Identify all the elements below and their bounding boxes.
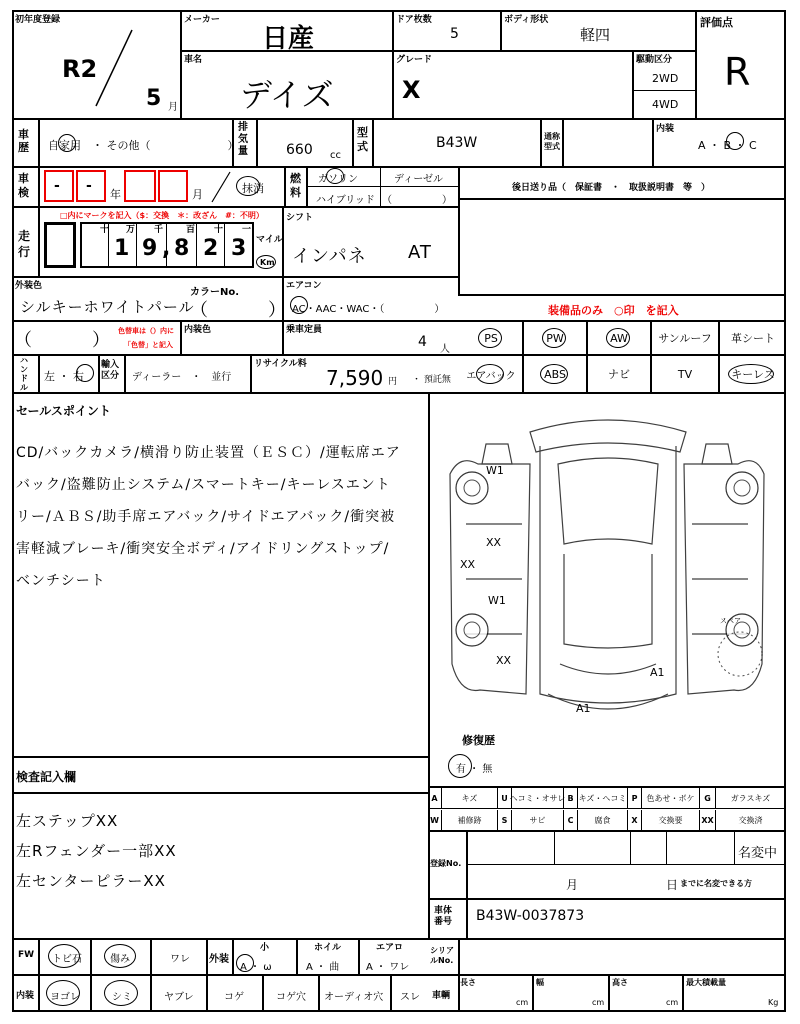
equip-aw: AW (610, 331, 628, 345)
legend-cell: S (498, 810, 512, 830)
handle-circle (76, 364, 94, 382)
insp-slash (206, 170, 236, 204)
sales-line: バック/盗難防止システム/スマートキー/キーレスエント (16, 477, 391, 493)
fw-item: トビ石 (52, 954, 82, 965)
mileage-digit: 9 (142, 236, 158, 261)
fw-item: ワレ (170, 954, 190, 965)
ext-label: 外装 (209, 954, 229, 965)
legend-cell: キズ (442, 788, 498, 808)
inspection-label: 車検 (18, 172, 29, 199)
wheel-label: ホイル (314, 943, 342, 953)
color-no-label: カラーNo. (190, 287, 240, 298)
damage-mark: XX (496, 654, 512, 667)
capacity-value: 4 (418, 334, 427, 350)
unit-man: 万 (126, 225, 136, 235)
wheel-value: A ・ 曲 (306, 962, 340, 973)
interior-value: A ・ B ・ C (698, 139, 757, 152)
equip-abs: ABS (544, 367, 566, 381)
legend-cell: サビ (512, 810, 564, 830)
legend-cell: 交換要 (642, 810, 700, 830)
drive-label: 駆動区分 (636, 55, 673, 65)
aircon-label: エアコン (286, 281, 322, 291)
equip-aw-circle (606, 328, 630, 348)
int-label: 内装 (16, 991, 35, 1001)
width-label: 幅 (536, 978, 544, 987)
equip-ps: PS (484, 331, 498, 345)
first-reg-month-unit: 月 (168, 102, 178, 113)
legend-cell: G (700, 788, 716, 808)
height-unit: cm (666, 998, 679, 1007)
recycle-label: リサイクル料 (254, 359, 307, 369)
sales-line: ベンチシート (16, 573, 106, 589)
legend-cell: 色あせ・ボケ (642, 788, 700, 808)
interior-circle (726, 132, 744, 150)
legend-cell: U (498, 788, 512, 808)
legend-cell: A (428, 788, 442, 808)
maker-label: メーカー (184, 15, 220, 25)
doors-value: 5 (450, 26, 459, 42)
spare-label: スペア (720, 617, 741, 625)
first-reg-slash (90, 28, 140, 108)
color-paren-open: （ (190, 300, 209, 321)
small-circle (236, 954, 254, 972)
equip-sunroof: サンルーフ (658, 332, 712, 345)
legend-cell: XX (700, 810, 716, 830)
common-model-label: 通称型式 (544, 132, 560, 151)
equip-ps-circle (478, 328, 502, 348)
disp-unit: cc (330, 150, 341, 161)
capacity-label: 乗車定員 (286, 325, 323, 335)
grade-value: X (402, 76, 421, 104)
mileage-digit: 8 (174, 236, 190, 261)
fuel-gasoline: ガソリン (318, 174, 358, 185)
import-value: ディーラー ・ 並行 (132, 372, 232, 383)
car-diagram (430, 394, 784, 724)
small-label: 小 (260, 943, 270, 953)
interior-label: 内装 (656, 124, 675, 134)
mileage-note: □内にマークを記入（$：交換 ＊：改ざん #：不明） (60, 211, 264, 220)
int-item-circle (104, 980, 138, 1006)
name-value: デイズ (240, 76, 334, 114)
equipment-title: 装備品のみ ○印 を記入 (548, 304, 679, 317)
fw-item: 傷み (110, 954, 130, 965)
first-reg-label: 初年度登録 (15, 15, 61, 25)
shift-at: AT (408, 242, 432, 263)
insp-month: 月 (192, 188, 203, 201)
inspection-note: 左ステップXX (16, 812, 119, 830)
load-unit: Kg (768, 998, 779, 1007)
fw-item-circle (104, 944, 136, 968)
sales-text (16, 442, 426, 602)
int-color-label: 内装色 (184, 325, 212, 335)
load-label: 最大積載量 (686, 978, 726, 987)
insp-dash-1: - (54, 178, 60, 194)
change-note-1: 色替車は（）内に (118, 327, 174, 335)
repair-title: 修復歴 (462, 734, 495, 747)
insp-box-3 (124, 170, 156, 202)
repair-value: 有 ・ 無 (456, 764, 493, 775)
repair-circle (448, 754, 472, 778)
body-value: 軽四 (580, 26, 611, 44)
legend-cell: キズ・ヘコミ (578, 788, 628, 808)
unit-ichi: 一 (242, 225, 252, 235)
legend-cell: B (564, 788, 578, 808)
legend-cell: W (428, 810, 442, 830)
first-reg-era: R2 (62, 55, 98, 83)
damage-mark: A1 (650, 666, 665, 679)
handle-label: ハンドル (20, 356, 28, 392)
equip-airbag: エアバック (466, 370, 516, 382)
import-label: 輸入区分 (101, 360, 120, 381)
recycle-deposit: ・ 預託無 (412, 375, 451, 385)
insp-year: 年 (110, 188, 121, 201)
shift-label: シフト (286, 213, 314, 223)
width-unit: cm (592, 998, 605, 1007)
mileage-digit: 3 (231, 236, 247, 261)
score-value: R (724, 50, 751, 94)
mileage-label: 走行 (18, 229, 31, 259)
equip-abs-circle (540, 364, 568, 384)
doors-label: ドア枚数 (396, 15, 432, 25)
grade-label: グレード (396, 55, 433, 65)
first-reg-month: 5 (146, 86, 162, 111)
small-value: A ・ ω (240, 962, 272, 973)
chassis-label: 車体番号 (434, 906, 453, 927)
mileage-mile: マイル (256, 235, 283, 245)
int-item: ヤブレ (164, 992, 194, 1003)
change-paren-close: ） (92, 330, 111, 351)
ext-color-label: 外装色 (15, 281, 43, 291)
legend-cell: ヘコミ・オサレ (512, 788, 564, 808)
drive-4wd: 4WD (652, 98, 679, 111)
insp-none-circle (236, 176, 260, 196)
equip-tv: TV (677, 367, 693, 381)
int-item: スレ (400, 992, 420, 1003)
unit-jyu: 十 (214, 225, 224, 235)
capacity-unit: 人 (440, 344, 450, 355)
aircon-circle (290, 296, 308, 314)
insp-none: 抹消 (242, 182, 264, 195)
damage-mark: A1 (576, 702, 591, 715)
insp-dash-2: - (86, 178, 92, 194)
color-paren-close: ） (268, 300, 287, 321)
mileage-km-circle (256, 255, 276, 269)
disp-label: 排気量 (238, 122, 248, 157)
int-item: コゲ穴 (276, 992, 306, 1003)
legend-cell: 交換済 (716, 810, 786, 830)
legend-cell: P (628, 788, 642, 808)
damage-mark: XX (460, 558, 476, 571)
score-label: 評価点 (700, 16, 733, 29)
insp-box-4 (158, 170, 188, 202)
equip-leather: 革シート (731, 332, 775, 345)
name-change-label: 名変中 (738, 846, 778, 861)
aero-label: エアロ (376, 943, 404, 953)
mileage-box-prefix (44, 222, 76, 268)
sales-line: CD/バックカメラ/横滑り防止装置（ＥＳＣ）/運転席エア (16, 445, 401, 461)
equip-keyless-circle (728, 364, 774, 384)
unit-hyaku: 百 (186, 225, 196, 235)
reki-value: 自家用 ・ その他（ ） (48, 139, 239, 152)
size-label: 車輌 (432, 991, 451, 1001)
name-label: 車名 (184, 55, 203, 65)
sales-line: 害軽減ブレーキ/衝突安全ボディ/アイドリングストップ/ (16, 541, 390, 557)
inspection-note: 左センターピラーXX (16, 872, 166, 890)
recycle-value: 7,590 (326, 366, 384, 390)
handle-value: 左 ・ 右 (44, 370, 84, 383)
ext-color-value: シルキーホワイトパール (20, 298, 195, 316)
reg-month: 月 (566, 878, 579, 892)
model-value: B43W (436, 135, 478, 151)
aero-value: A ・ ワレ (366, 962, 410, 973)
unit-ju: 十 (100, 225, 110, 235)
change-paren-open: （ (14, 330, 33, 351)
legend-cell: ガラスキズ (716, 788, 786, 808)
mileage-digit: 1 (114, 236, 130, 261)
int-item: コゲ (224, 992, 244, 1003)
fw-item-circle (48, 944, 80, 968)
legend-cell: C (564, 810, 578, 830)
legend-cell: X (628, 810, 642, 830)
length-label: 長さ (460, 978, 476, 987)
mileage-comma: , (162, 236, 171, 261)
int-item: シミ (112, 992, 132, 1003)
chassis-value: B43W-0037873 (476, 908, 585, 924)
fw-label: FW (18, 950, 35, 960)
drive-2wd: 2WD (652, 72, 679, 85)
int-item: ヨゴレ (50, 992, 80, 1003)
fuel-label: 燃料 (290, 172, 301, 199)
recycle-unit: 円 (388, 377, 398, 387)
later-items-label: 後日送り品（ 保証書 ・ 取扱説明書 等 ） (512, 183, 711, 193)
equip-keyless: キーレス (731, 368, 775, 381)
equip-airbag-circle (476, 364, 504, 384)
equip-pw-circle (542, 328, 566, 348)
equip-pw: PW (546, 331, 564, 345)
int-item: オーディオ穴 (324, 992, 384, 1003)
legend-cell: 腐食 (578, 810, 628, 830)
aircon-value: AC・AAC・WAC・（ ） (292, 304, 445, 315)
inspection-note: 左Rフェンダー一部XX (16, 842, 177, 860)
inspection-notes-title: 検査記入欄 (16, 770, 77, 784)
change-note-2: 「色替」と記入 (124, 341, 173, 349)
sales-title: セールスポイント (16, 404, 111, 418)
reg-suffix: までに名変できる方 (680, 879, 752, 888)
fuel-hybrid: ハイブリッド (316, 195, 375, 206)
shift-type: インパネ (292, 246, 367, 267)
reki-label: 車歴 (18, 128, 29, 154)
reki-circle (58, 134, 76, 152)
unit-sen: 千 (154, 225, 164, 235)
damage-mark: W1 (488, 594, 506, 607)
fuel-diesel: ディーゼル (394, 174, 443, 185)
fuel-gasoline-circle (326, 168, 344, 184)
model-label: 型式 (357, 126, 368, 153)
sales-line: リー/ＡＢＳ/助手席エアバック/サイドエアバック/衝突被 (16, 509, 396, 525)
reg-day: 日 (666, 878, 679, 892)
maker-value: 日産 (262, 24, 315, 54)
damage-mark: W1 (486, 464, 504, 477)
legend-cell: 補修跡 (442, 810, 498, 830)
length-unit: cm (516, 998, 529, 1007)
damage-mark: XX (486, 536, 502, 549)
registration-label: 登録No. (430, 859, 462, 868)
mileage-digit: 2 (203, 236, 219, 261)
disp-value: 660 (286, 142, 313, 158)
body-label: ボディ形状 (504, 15, 549, 25)
int-item-circle (46, 980, 80, 1006)
equip-navi: ナビ (608, 368, 630, 381)
mileage-km: Km (260, 258, 275, 267)
serial-label: シリアルNo. (430, 946, 454, 965)
fuel-other: （ ） (382, 195, 452, 206)
height-label: 高さ (612, 978, 628, 987)
